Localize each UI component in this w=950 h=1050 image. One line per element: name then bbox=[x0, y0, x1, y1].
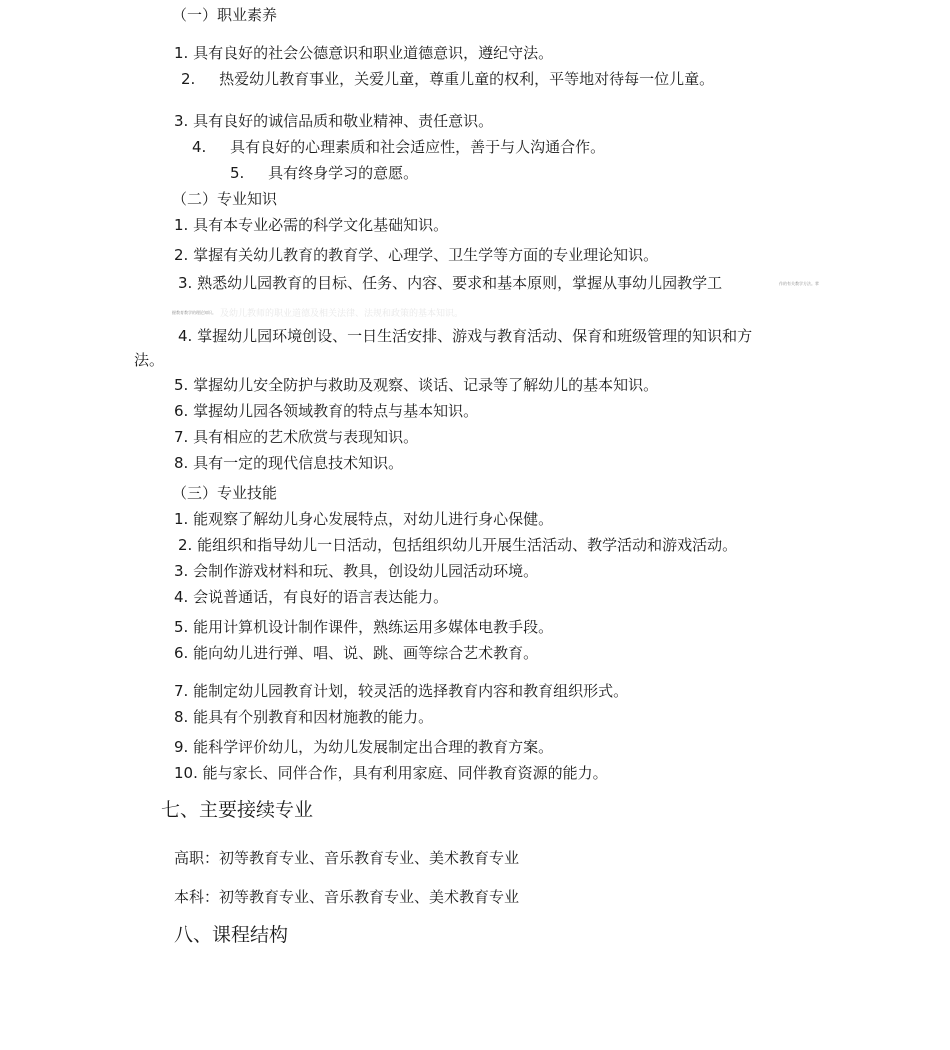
higher-vocational-line: 高职：初等教育专业、音乐教育专业、美术教育专业 bbox=[174, 849, 520, 867]
heading-professional-quality: （一）职业素养 bbox=[172, 6, 278, 24]
list-item-continuation: 法。 bbox=[134, 351, 165, 369]
heading-professional-knowledge: （二）专业知识 bbox=[172, 190, 278, 208]
section-heading-course-structure: 八、课程结构 bbox=[174, 924, 289, 946]
heading-professional-skills: （三）专业技能 bbox=[172, 484, 278, 502]
list-item: 2. 掌握有关幼儿教育的教育学、心理学、卫生学等方面的专业理论知识。 bbox=[174, 246, 659, 264]
list-item: 3. 熟悉幼儿园教育的目标、任务、内容、要求和基本原则，掌握从事幼儿园教学工 bbox=[178, 274, 723, 292]
list-item: 8. 能具有个别教育和因材施教的能力。 bbox=[174, 708, 434, 726]
small-print-continuation: 作的有关教学方法。掌 bbox=[779, 281, 819, 286]
list-item: 9. 能科学评价幼儿，为幼儿发展制定出合理的教育方案。 bbox=[174, 738, 554, 756]
list-item: 8. 具有一定的现代信息技术知识。 bbox=[174, 454, 404, 472]
list-item: 3. 会制作游戏材料和玩、教具，创设幼儿园活动环境。 bbox=[174, 562, 539, 580]
list-item: 4. 掌握幼儿园环境创设、一日生活安排、游戏与教育活动、保育和班级管理的知识和方 bbox=[178, 327, 753, 345]
list-item: 1. 具有本专业必需的科学文化基础知识。 bbox=[174, 216, 449, 234]
faint-ghost-text: 及幼儿教师的职业道德及相关法律、法规和政策的基本知识。 bbox=[220, 309, 464, 319]
list-item: 6. 能向幼儿进行弹、唱、说、跳、画等综合艺术教育。 bbox=[174, 644, 539, 662]
list-item: 3. 具有良好的诚信品质和敬业精神、责任意识。 bbox=[174, 112, 494, 130]
list-item: 1. 具有良好的社会公德意识和职业道德意识，遵纪守法。 bbox=[174, 44, 554, 62]
list-item: 2. 能组织和指导幼儿一日活动，包括组织幼儿开展生活活动、教学活动和游戏活动。 bbox=[178, 536, 738, 554]
list-item: 6. 掌握幼儿园各领域教育的特点与基本知识。 bbox=[174, 402, 479, 420]
section-heading-continuing-majors: 七、主要接续专业 bbox=[161, 799, 314, 821]
list-item: 1. 能观察了解幼儿身心发展特点，对幼儿进行身心保健。 bbox=[174, 510, 554, 528]
list-item: 5. 具有终身学习的意愿。 bbox=[230, 164, 419, 182]
list-item: 4. 具有良好的心理素质和社会适应性，善于与人沟通合作。 bbox=[192, 138, 606, 156]
undergraduate-line: 本科：初等教育专业、音乐教育专业、美术教育专业 bbox=[174, 888, 520, 906]
small-print-continuation: 握教育教学的理论知识。 bbox=[172, 310, 216, 315]
list-item: 4. 会说普通话，有良好的语言表达能力。 bbox=[174, 588, 449, 606]
list-item: 7. 能制定幼儿园教育计划，较灵活的选择教育内容和教育组织形式。 bbox=[174, 682, 629, 700]
list-item: 2. 热爱幼儿教育事业，关爱儿童，尊重儿童的权利，平等地对待每一位儿童。 bbox=[181, 70, 715, 88]
list-item: 10. 能与家长、同伴合作，具有利用家庭、同伴教育资源的能力。 bbox=[174, 764, 608, 782]
list-item: 5. 能用计算机设计制作课件，熟练运用多媒体电教手段。 bbox=[174, 618, 554, 636]
list-item: 7. 具有相应的艺术欣赏与表现知识。 bbox=[174, 428, 419, 446]
list-item: 5. 掌握幼儿安全防护与救助及观察、谈话、记录等了解幼儿的基本知识。 bbox=[174, 376, 659, 394]
